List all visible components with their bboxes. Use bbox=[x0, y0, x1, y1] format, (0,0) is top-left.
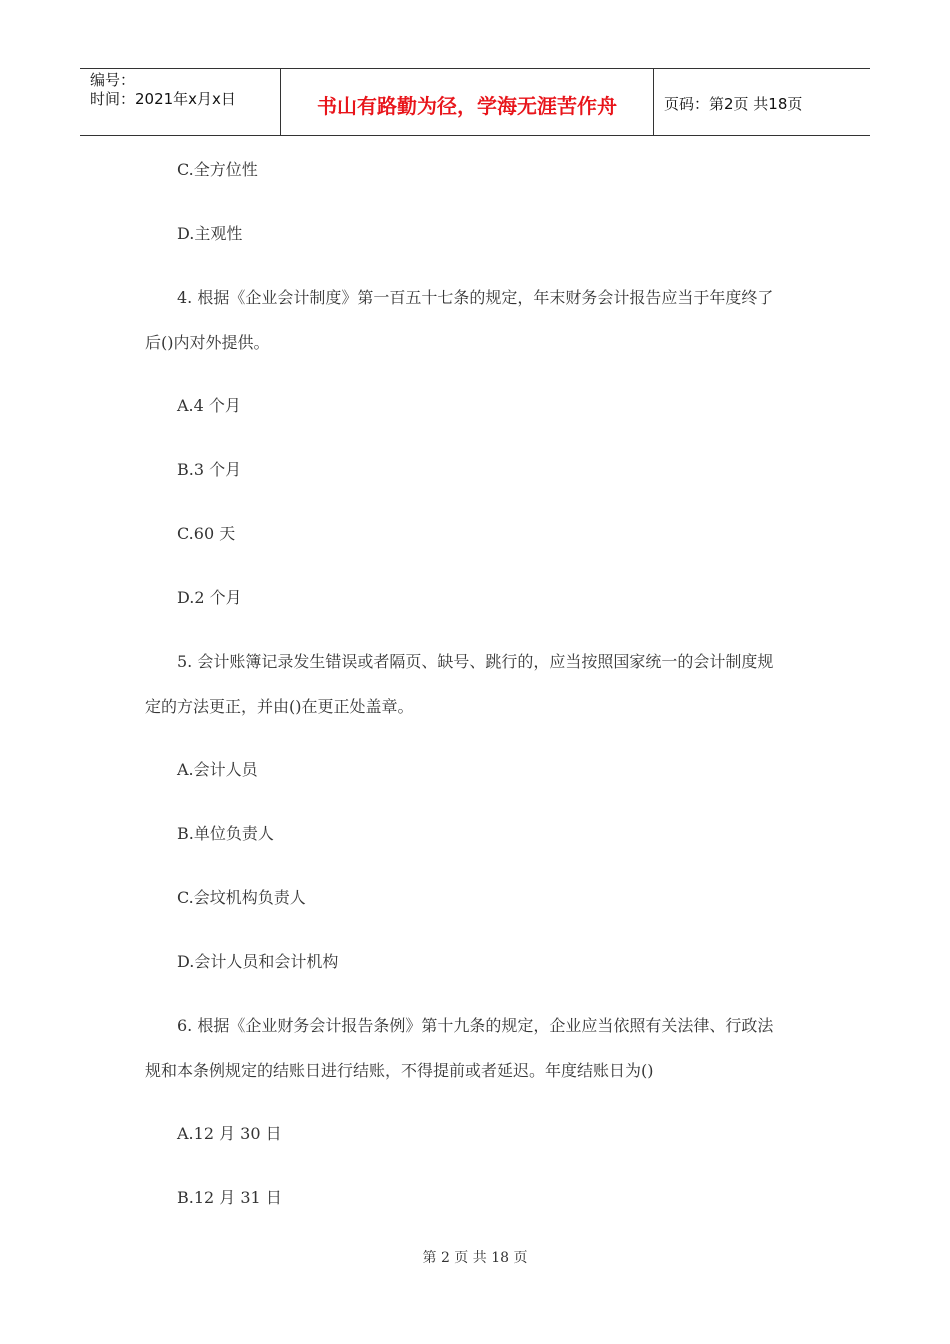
option-4c: C.60 天 bbox=[177, 524, 236, 543]
document-time: 时间：2021年x月x日 bbox=[90, 90, 236, 108]
question-4-line-1: 4. 根据《企业会计制度》第一百五十七条的规定，年末财务会计报告应当于年度终了 bbox=[177, 288, 774, 307]
option-5b: B.单位负责人 bbox=[177, 824, 274, 843]
option-3d: D.主观性 bbox=[177, 224, 243, 243]
option-6a: A.12 月 30 日 bbox=[177, 1124, 282, 1143]
question-6-line-1: 6. 根据《企业财务会计报告条例》第十九条的规定，企业应当依照有关法律、行政法 bbox=[177, 1016, 774, 1035]
header-motto: 书山有路勤为径，学海无涯苦作舟 bbox=[281, 69, 654, 135]
question-5-line-1: 5. 会计账簿记录发生错误或者隔页、缺号、跳行的，应当按照国家统一的会计制度规 bbox=[177, 652, 774, 671]
option-5c: C.会坟机构负责人 bbox=[177, 888, 306, 907]
question-5-line-2: 定的方法更正，并由()在更正处盖章。 bbox=[145, 697, 414, 716]
page-footer: 第 2 页 共 18 页 bbox=[422, 1250, 528, 1266]
question-4-line-2: 后()内对外提供。 bbox=[145, 333, 270, 352]
option-3c: C.全方位性 bbox=[177, 160, 258, 179]
option-6b: B.12 月 31 日 bbox=[177, 1188, 282, 1207]
page-header bbox=[80, 68, 870, 136]
header-meta bbox=[80, 69, 281, 135]
option-4d: D.2 个月 bbox=[177, 588, 242, 607]
option-5d: D.会计人员和会计机构 bbox=[177, 952, 339, 971]
question-6-line-2: 规和本条例规定的结账日进行结账，不得提前或者延迟。年度结账日为() bbox=[145, 1061, 654, 1080]
option-4b: B.3 个月 bbox=[177, 460, 242, 479]
header-page-info: 页码：第2页 共18页 bbox=[664, 94, 803, 113]
option-5a: A.会计人员 bbox=[177, 760, 258, 779]
option-4a: A.4 个月 bbox=[177, 396, 241, 415]
document-number: 编号： bbox=[90, 71, 136, 89]
